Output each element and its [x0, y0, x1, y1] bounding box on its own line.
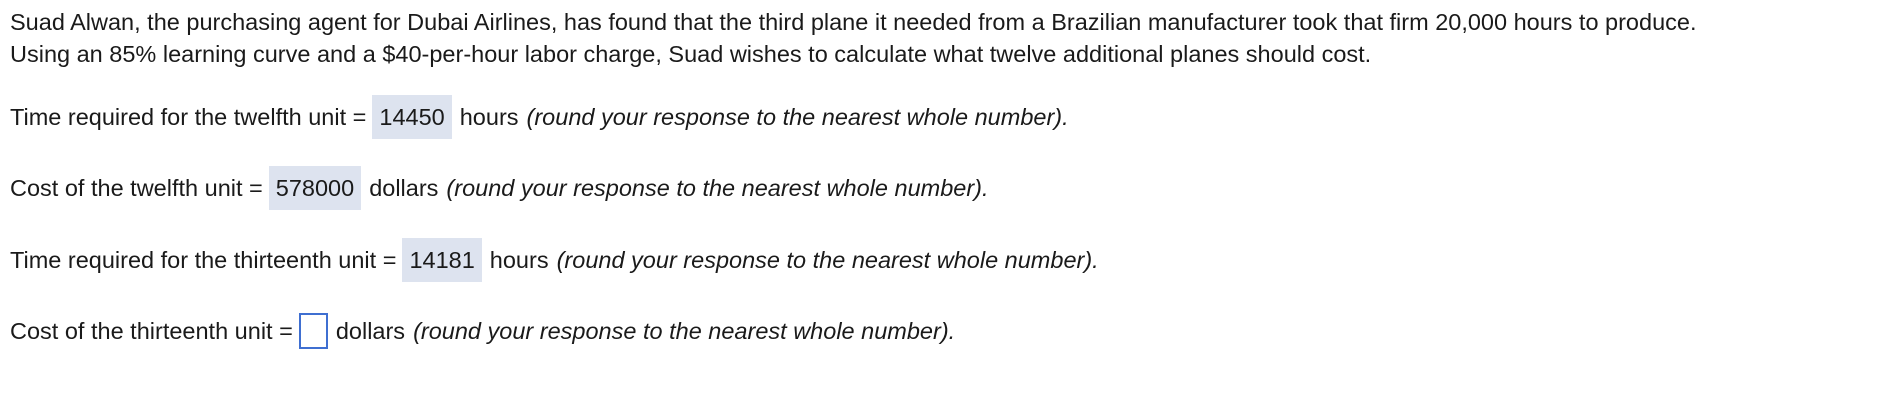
rounding-note: (round your response to the nearest whole number).: [446, 174, 989, 201]
answer-input-thirteenth-cost[interactable]: [299, 313, 328, 349]
answer-field-thirteenth-time[interactable]: 14181: [402, 238, 481, 282]
answer-field-twelfth-time[interactable]: 14450: [372, 95, 451, 139]
question-label: Time required for the thirteenth unit =: [10, 246, 397, 273]
question-thirteenth-unit-cost: [10, 309, 955, 353]
question-label: Cost of the twelfth unit =: [10, 174, 263, 201]
question-label: Time required for the twelfth unit =: [10, 103, 367, 130]
problem-line-1: Suad Alwan, the purchasing agent for Dubai Airlines, has found that the third plane it needed from a Brazilian manufacturer took that firm 20,000 hours to produce.: [10, 9, 1697, 35]
question-label: Cost of the thirteenth unit =: [10, 317, 293, 344]
problem-statement: [10, 6, 1900, 70]
question-twelfth-unit-cost: [10, 166, 989, 210]
unit-label: hours: [459, 103, 519, 130]
unit-label: dollars: [369, 174, 439, 201]
unit-label: dollars: [335, 317, 406, 344]
problem-line-2: Using an 85% learning curve and a $40-per-hour labor charge, Suad wishes to calculate what twelve additional planes should cost.: [10, 41, 1372, 67]
rounding-note: (round your response to the nearest whole number).: [556, 246, 1099, 273]
unit-label: hours: [489, 246, 549, 273]
rounding-note: (round your response to the nearest whole number).: [526, 103, 1069, 130]
answer-field-twelfth-cost[interactable]: 578000: [269, 166, 361, 210]
question-twelfth-unit-time: [10, 95, 1069, 139]
question-thirteenth-unit-time: [10, 238, 1099, 282]
rounding-note: (round your response to the nearest whole number).: [413, 317, 956, 344]
